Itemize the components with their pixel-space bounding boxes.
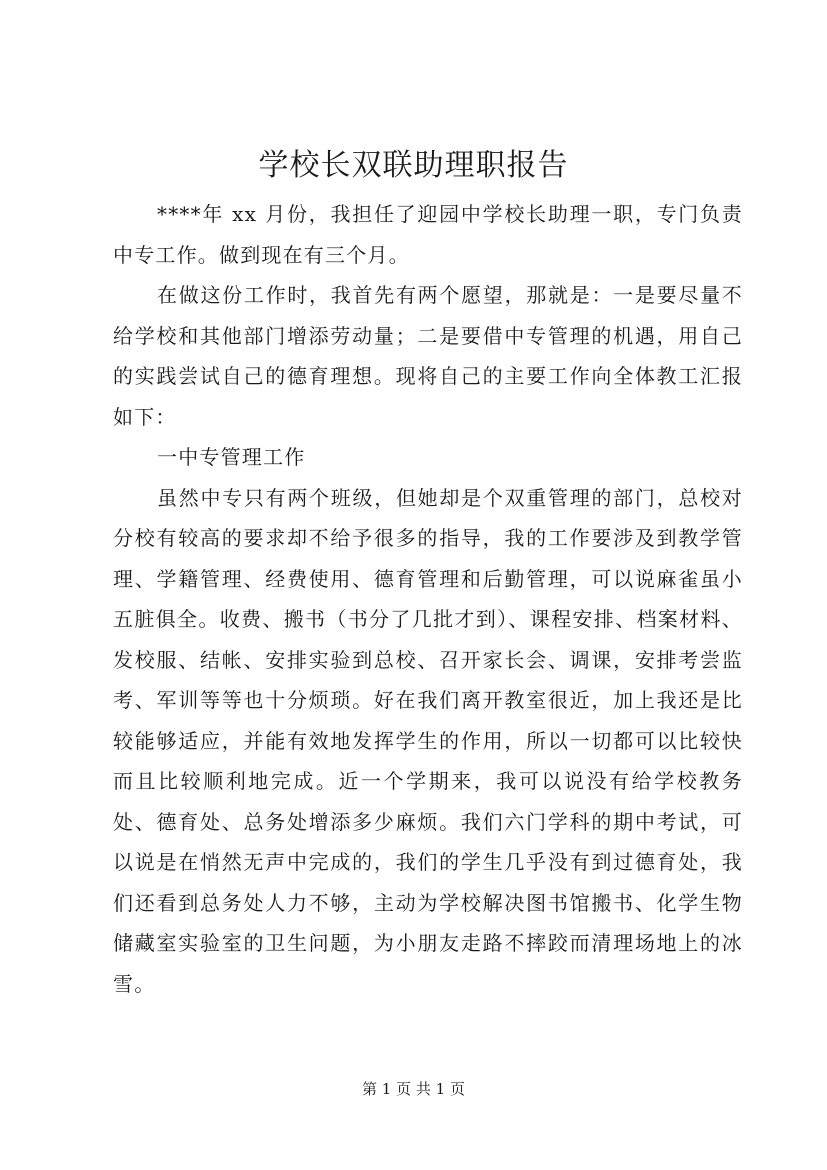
- paragraph-intro: ****年 xx 月份，我担任了迎园中学校长助理一职，专门负责中专工作。做到现在有三个月。: [113, 202, 743, 267]
- document-title: 学校长双联助理职报告: [258, 148, 569, 183]
- document-body: [113, 194, 743, 1004]
- paragraph-wishes: 在做这份工作时，我首先有两个愿望，那就是：一是要尽量不给学校和其他部门增添劳动量；二是要借中专管理的机遇，用自己的实践尝试自己的德育理想。现将自己的主要工作向全体教工汇报如下：: [113, 283, 743, 429]
- section-heading: 一中专管理工作: [157, 445, 306, 469]
- paragraph-management: 虽然中专只有两个班级，但她却是个双重管理的部门，总校对分校有较高的要求却不给予很多的指导，我的工作要涉及到教学管理、学籍管理、经费使用、德育管理和后勤管理，可以说麻雀虽小五脏俱全。收费、搬书（书分了几批才到）、课程安排、档案材料、发校服、结帐、安排实验到总校、召开家长会、调课，安排考尝监考、军训等等也十分烦琐。好在我们离开教室很近，加上我还是比较能够适应，并能有效地发挥学生的作用，所以一切都可以比较快而且比较顺利地完成。近一个学期来，我可以说没有给学校教务处、德育处、总务处增添多少麻烦。我们六门学科的期中考试，可以说是在悄然无声中完成的，我们的学生几乎没有到过德育处，我们还看到总务处人力不够，主动为学校解决图书馆搬书、化学生物储藏室实验室的卫生问题，为小朋友走路不摔跤而清理场地上的冰雪。: [113, 485, 743, 996]
- page-footer: 第 1 页 共 1 页: [362, 1080, 465, 1098]
